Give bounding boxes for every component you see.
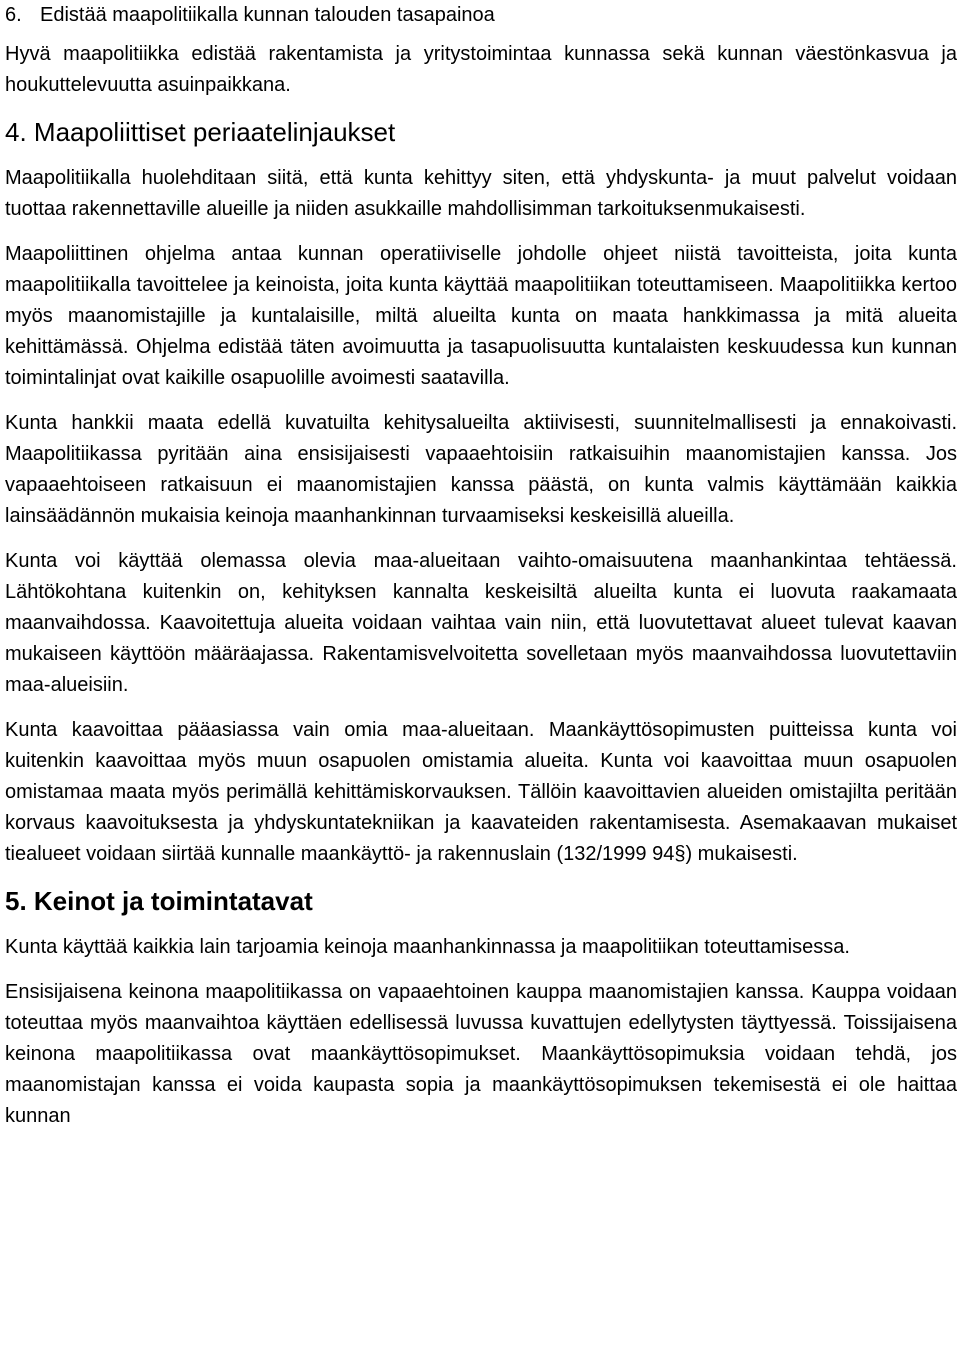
numbered-list-item [5, 0, 957, 31]
section-5-paragraph-2: Ensisijaisena keinona maapolitiikassa on vapaaehtoinen kauppa maanomistajien kanssa. Kauppa voidaan toteuttaa myös maanvaihtoa käyttäen edellisessä luvussa kuvattujen edellytysten täyttyessä. Toissijaisena keinona maapolitiikassa ovat maankäyttösopimukset. Maankäyttösopimuksia voidaan tehdä, jos maanomistajan kanssa ei voida kaupasta sopia ja maankäyttösopimuksen tekemisestä ei ole haittaa kunnan [5, 981, 957, 1127]
list-item-text: Edistää maapolitiikalla kunnan talouden tasapainoa [40, 4, 495, 26]
section-4-heading: 4. Maapoliittiset periaatelinjaukset [5, 117, 396, 147]
section-5-heading: 5. Keinot ja toimintatavat [5, 886, 313, 916]
section-4-paragraph-3: Kunta hankkii maata edellä kuvatuilta kehitysalueilta aktiivisesti, suunnitelmallisesti ja ennakoivasti. Maapolitiikassa pyritään aina ensisijaisesti vapaaehtoisiin ratkaisuihin maanomistajien kanssa. Jos vapaaehtoiseen ratkaisuun ei maanomistajien kanssa päästä, on kunta valmis käyttämään kaikkia lainsäädännön mukaisia keinoja maanhankinnan turvaamiseksi keskeisillä alueilla. [5, 412, 957, 527]
section-4-paragraph-1: Maapolitiikalla huolehditaan siitä, että kunta kehittyy siten, että yhdyskunta- ja muut palvelut voidaan tuottaa rakennettaville alueille ja niiden asukkaille mahdollisimman tarkoituksenmukaisesti. [5, 167, 957, 220]
section-4-paragraph-4: Kunta voi käyttää olemassa olevia maa-alueitaan vaihto-omaisuutena maanhankintaa tehtäessä. Lähtökohtana kuitenkin on, kehityksen kannalta keskeisiltä alueilta kunta ei luovuta raakamaata maanvaihdossa. Kaavoitettuja alueita voidaan vaihtaa vain niin, että luovutettavat alueet tulevat kaavan mukaiseen käyttöön määräajassa. Rakentamisvelvoitetta sovelletaan myös maanvaihdossa luovutettaviin maa-alueisiin. [5, 550, 957, 696]
document-page [5, 0, 957, 1132]
section-4-paragraph-2: Maapoliittinen ohjelma antaa kunnan operatiiviselle johdolle ohjeet niistä tavoitteista, joita kunta maapolitiikalla tavoittelee ja keinoista, joita kunta käyttää maapolitiikan toteuttamiseen. Maapolitiikka kertoo myös maanomistajille ja kuntalaisille, miltä alueilta kunta on maata hankkimassa ja mitä alueita kehittämässä. Ohjelma edistää täten avoimuutta ja tasapuolisuutta kuntalaisten keskuudessa kun kunnan toimintalinjat ovat kaikille osapuolille avoimesti saatavilla. [5, 243, 957, 389]
section-5-paragraph-1: Kunta käyttää kaikkia lain tarjoamia keinoja maanhankinnassa ja maapolitiikan toteuttamisessa. [5, 936, 850, 958]
intro-paragraph: Hyvä maapolitiikka edistää rakentamista ja yritystoimintaa kunnassa sekä kunnan väestönkasvua ja houkuttelevuutta asuinpaikkana. [5, 43, 957, 96]
list-item-number: 6. [5, 4, 22, 26]
section-4-paragraph-5: Kunta kaavoittaa pääasiassa vain omia maa-alueitaan. Maankäyttösopimusten puitteissa kunta voi kuitenkin kaavoittaa myös muun osapuolen omistamia alueita. Kunta voi kaavoittaa muun osapuolen omistamaa maata myös perimällä kehittämiskorvauksen. Tällöin kaavoittavien alueiden omistajilta peritään korvaus kaavoituksesta ja yhdyskuntatekniikan ja kaavateiden rakentamisesta. Asemakaavan mukaiset tiealueet voidaan siirtää kunnalle maankäyttö- ja rakennuslain (132/1999 94§) mukaisesti. [5, 719, 957, 865]
